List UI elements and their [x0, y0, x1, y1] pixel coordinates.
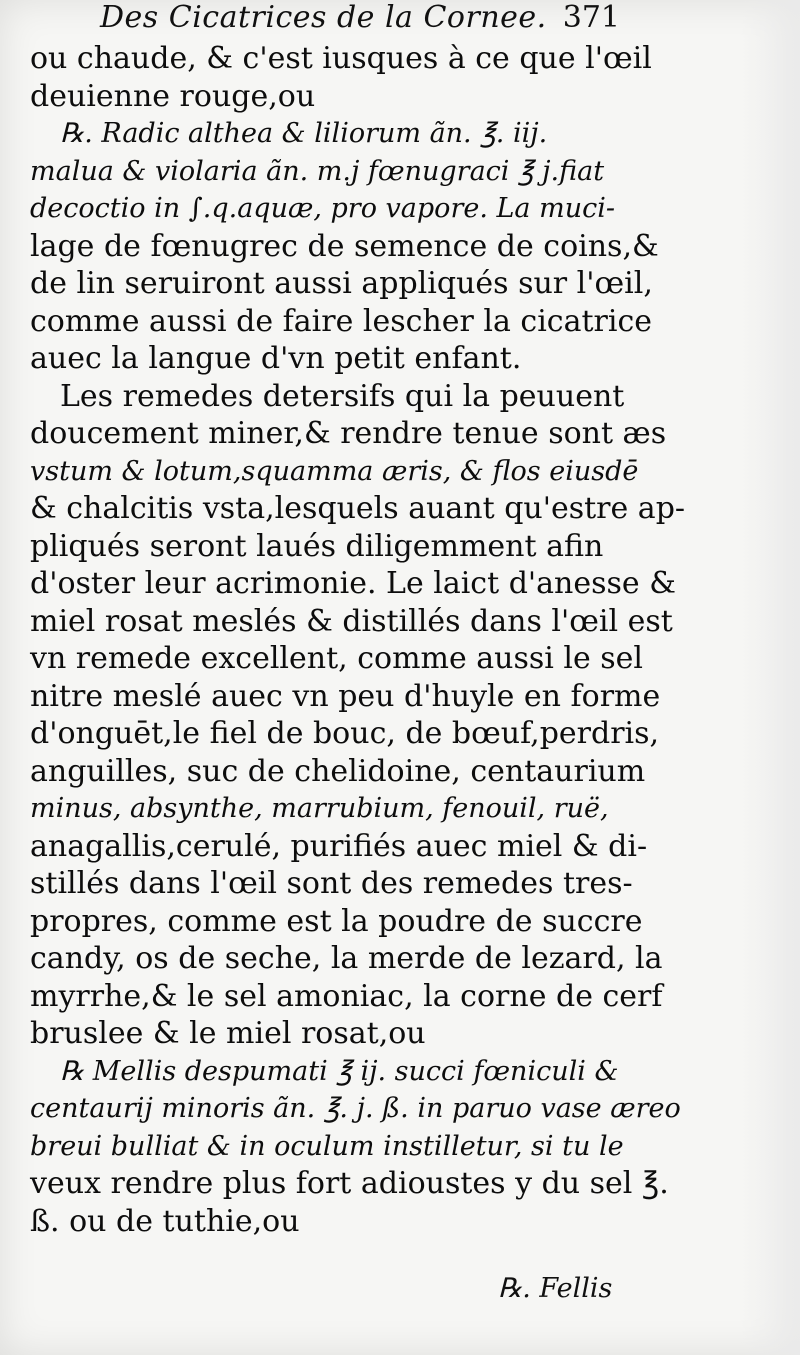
text-line: de lin seruiront aussi appliqués sur l'œil,: [30, 266, 653, 301]
text-line: miel rosat meslés & distillés dans l'œil est: [30, 603, 673, 639]
text-line: decoctio in ∫.q.aquæ, pro vapore. La muci-: [30, 193, 615, 224]
text-line: minus, absynthe, marrubium, fenouil, ruë,: [30, 793, 609, 824]
text-line: Les remedes detersifs qui la peuuent: [60, 378, 625, 414]
text-line: nitre meslé auec vn peu d'huyle en forme: [30, 678, 661, 714]
page-edge-shadow: [740, 0, 800, 1355]
text-line: ß. ou de tuthie,ou: [30, 1203, 300, 1239]
text-line: stillés dans l'œil sont des remedes tres-: [30, 866, 633, 901]
text-line: deuienne rouge,ou: [30, 78, 316, 114]
text-line: d'onguēt,le fiel de bouc, de bœuf,perdris,: [30, 716, 660, 751]
text-line: candy, os de seche, la merde de lezard, la: [30, 941, 663, 976]
text-line: auec la langue d'vn petit enfant.: [30, 341, 522, 376]
page-body-text: [30, 40, 686, 1240]
text-line: propres, comme est la poudre de succre: [30, 903, 643, 939]
text-line: bruslee & le miel rosat,ou: [30, 1016, 426, 1051]
text-line: breui bulliat & in oculum instilletur, si tu le: [30, 1130, 624, 1162]
text-line: vn remede excellent, comme aussi le sel: [30, 641, 644, 676]
catchword-text: ℞. Fellis: [498, 1273, 613, 1304]
running-header: [100, 0, 620, 40]
text-line: doucement miner,& rendre tenue sont æs: [30, 416, 667, 451]
text-line: ou chaude, & c'est iusques à ce que l'œil: [30, 41, 652, 76]
page-number: 371: [562, 0, 620, 35]
text-line: anguilles, suc de chelidoine, centaurium: [30, 753, 646, 789]
text-line: ℞ Mellis despumati ℥ ij. succi fœniculi &: [60, 1055, 619, 1087]
text-line: malua & violaria ãn. m.j fœnugraci ℥ j.fiat: [30, 155, 605, 187]
text-line: d'oster leur acrimonie. Le laict d'anesse &: [30, 566, 676, 601]
text-line: lage de fœnugrec de semence de coins,&: [30, 228, 659, 264]
text-line: & chalcitis vsta,lesquels auant qu'estre ap-: [30, 491, 686, 526]
text-line: anagallis,cerulé, purifiés auec miel & di-: [30, 828, 648, 864]
text-line: veux rendre plus fort adioustes y du sel ℥.: [30, 1166, 669, 1201]
text-line: vstum & lotum,squamma æris, & flos eiusdē: [30, 455, 639, 487]
catchword: [498, 1270, 612, 1305]
text-line: centaurij minoris ãn. ℥. j. ß. in paruo vase æreo: [30, 1093, 681, 1124]
text-line: ℞. Radic althea & liliorum ãn. ℥. iij.: [60, 118, 548, 149]
text-line: comme aussi de faire lescher la cicatrice: [30, 303, 653, 339]
running-title: Des Cicatrices de la Cornee.: [100, 0, 547, 35]
text-line: myrrhe,& le sel amoniac, la corne de cerf: [30, 978, 663, 1014]
text-line: pliqués seront laués diligemment afin: [30, 528, 604, 564]
